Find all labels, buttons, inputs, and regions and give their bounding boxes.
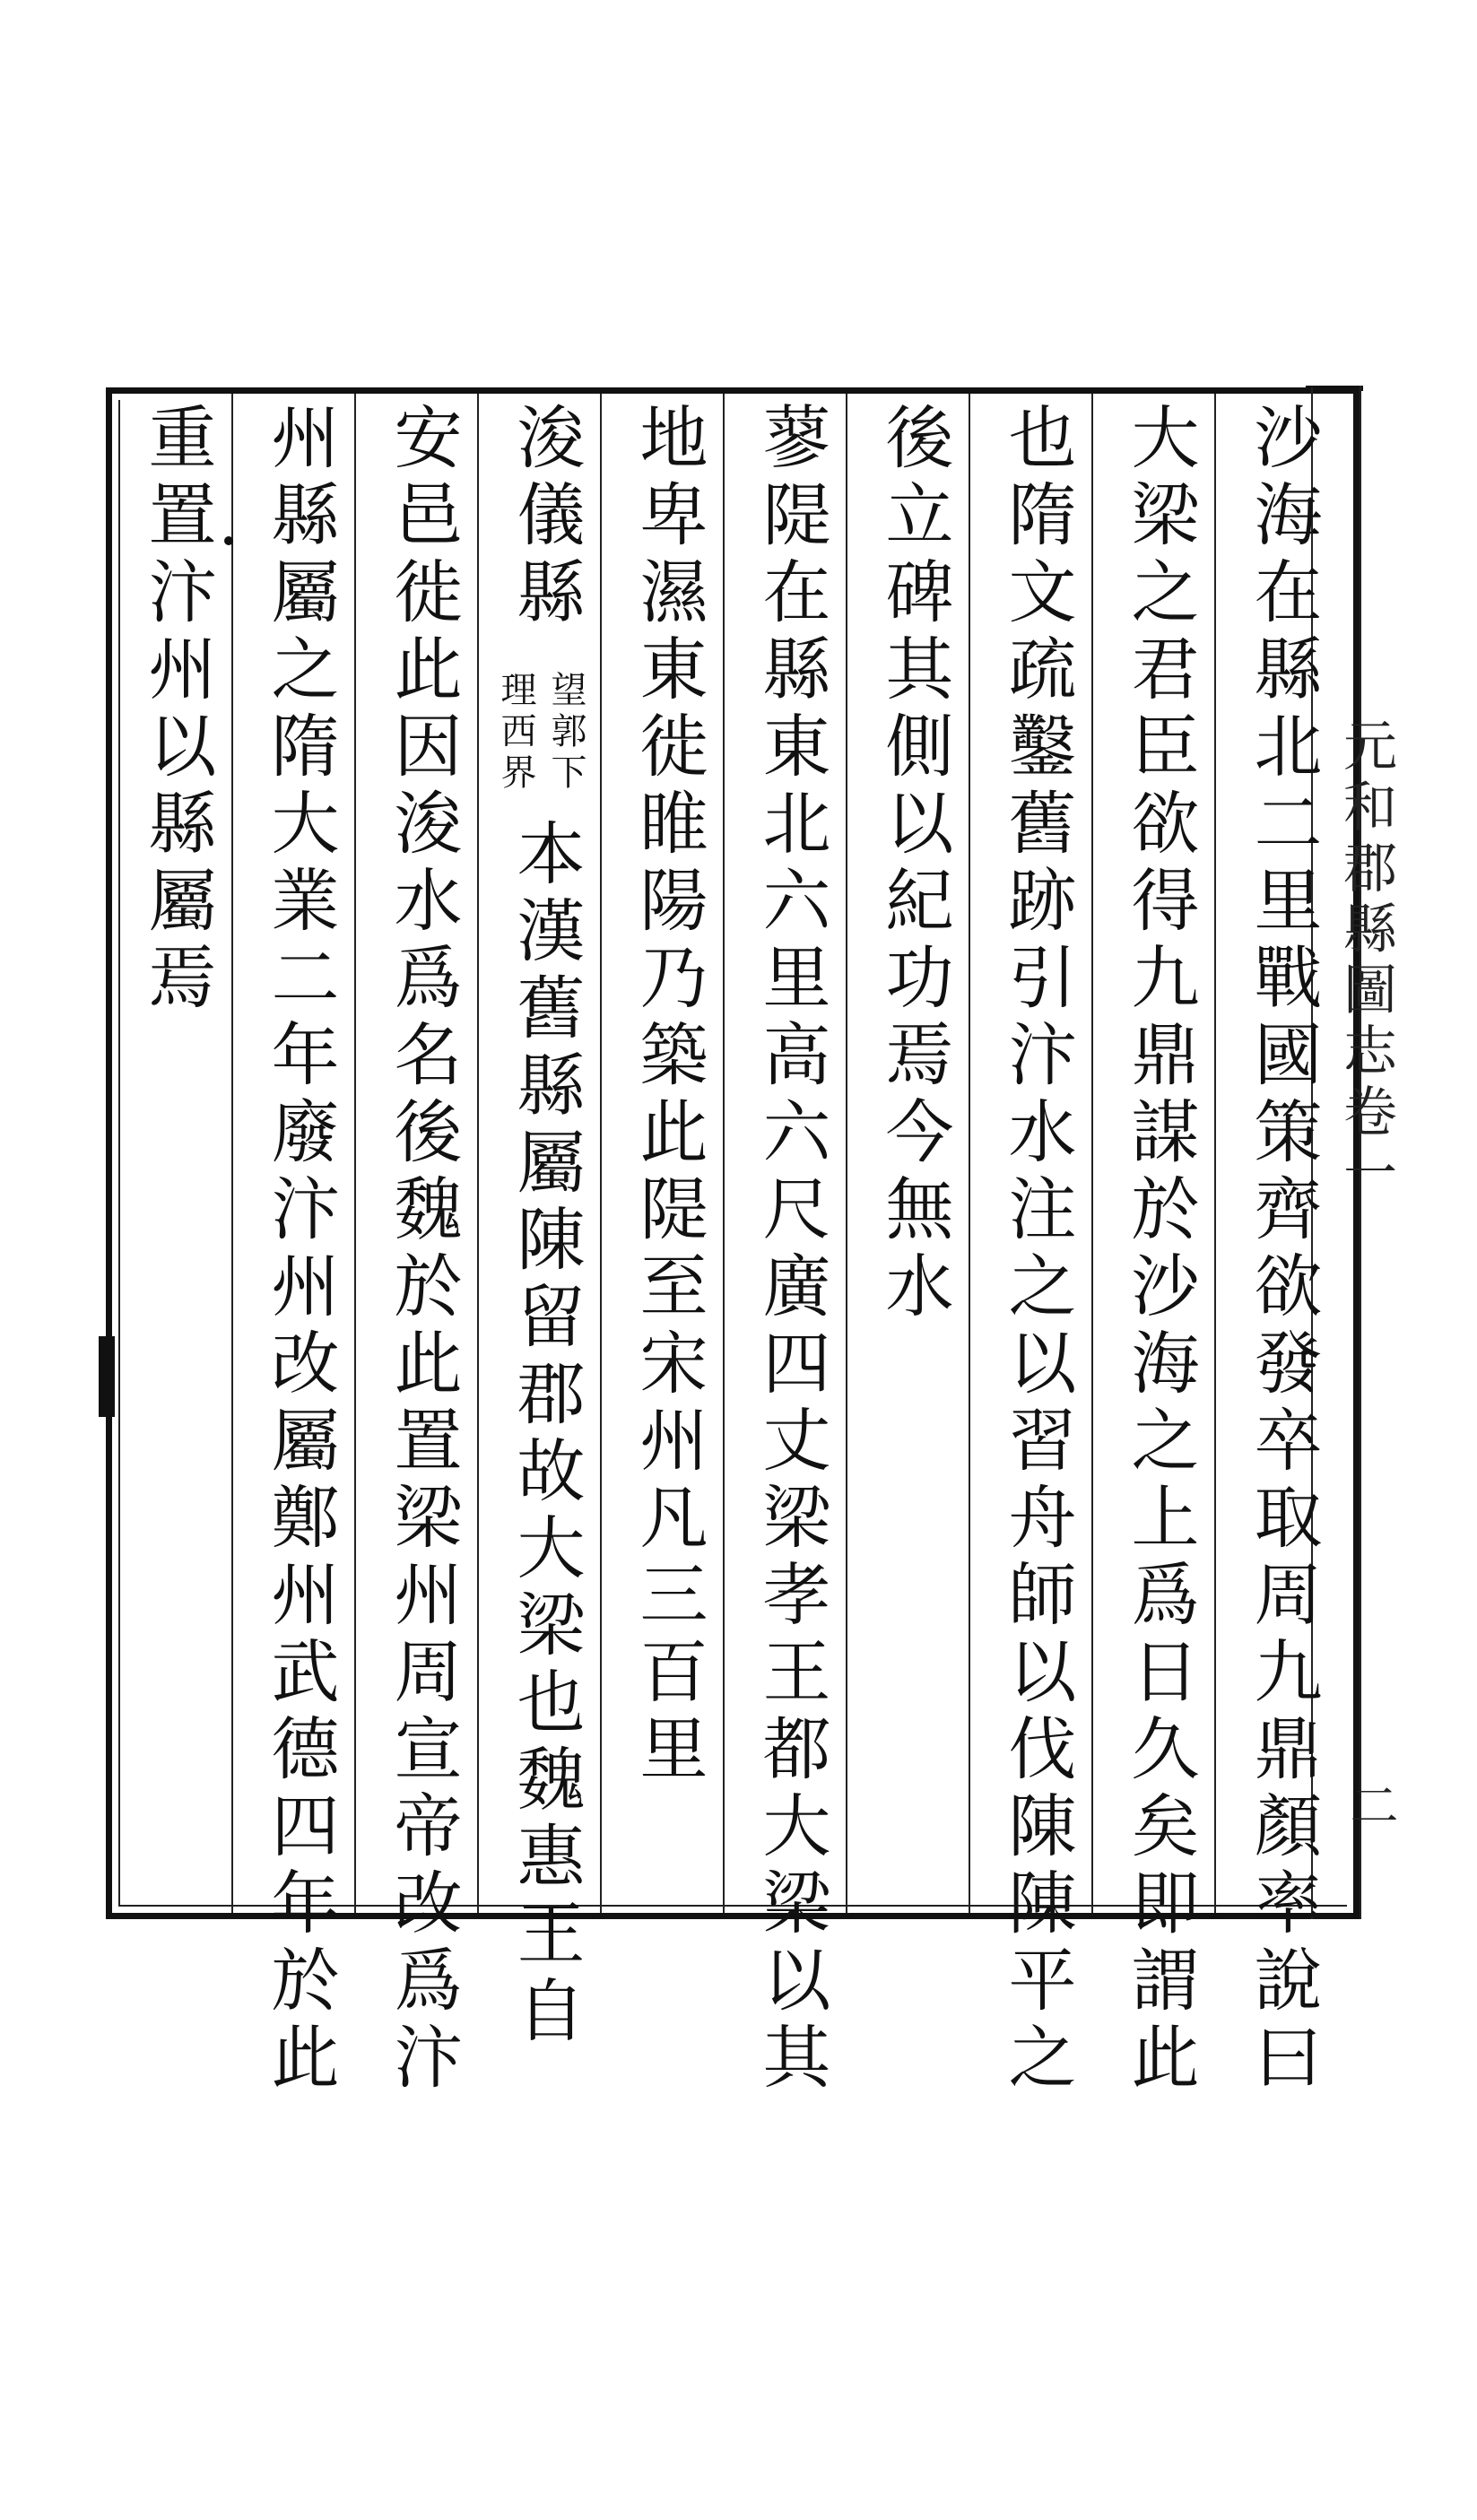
text-column-3: 也隋文疏鑿舊跡引汴水注之以習舟師以伐陳陳平之 bbox=[997, 402, 1077, 2099]
column-rule bbox=[600, 394, 602, 1913]
book-title: 元和郡縣圖志卷一 bbox=[1334, 717, 1397, 1205]
leaf-number: 二 bbox=[1342, 1780, 1399, 1829]
column-rule bbox=[969, 394, 970, 1913]
column-rule bbox=[354, 394, 356, 1913]
text-column-6: 地卑濕東徙睢陽乃築此隄至宋州凡三百里 bbox=[629, 402, 708, 1790]
column-rule bbox=[723, 394, 725, 1913]
column-rule bbox=[231, 394, 233, 1913]
interlinear-note-right: 望郭下 bbox=[545, 671, 586, 795]
column-rule bbox=[846, 394, 847, 1913]
text-column-9: 州縣屬之隋大業二年廢汴州改屬鄭州武德四年於此 bbox=[260, 402, 340, 2099]
ink-blot bbox=[99, 1336, 115, 1417]
text-column-10: 重置汴州以縣屬焉 bbox=[137, 402, 217, 1019]
text-column-7-head: 浚儀縣 bbox=[506, 402, 586, 633]
text-column-7-tail: 本漢舊縣屬陳留郡故大梁也魏惠王自 bbox=[506, 818, 586, 2052]
text-column-1: 沙海在縣北二里戰國策齊欲發卒取周九鼎顏率說曰 bbox=[1243, 402, 1323, 2099]
column-rule bbox=[1091, 394, 1093, 1913]
text-column-4: 後立碑其側以紀功焉今無水 bbox=[874, 402, 954, 1327]
ink-speck bbox=[224, 536, 233, 545]
column-rule bbox=[1214, 394, 1216, 1913]
interlinear-note-left: 理西界 bbox=[495, 671, 536, 795]
text-column-8: 安邑徙此因浚水爲名後魏於此置梁州周宣帝改爲汴 bbox=[383, 402, 463, 2099]
text-column-2: 大梁之君臣欲得九鼎謀於沙海之上爲日久矣即謂此 bbox=[1120, 402, 1200, 2099]
column-rule bbox=[477, 394, 479, 1913]
text-column-5: 蓼隄在縣東北六里高六尺廣四丈梁孝王都大梁以其 bbox=[752, 402, 831, 2099]
